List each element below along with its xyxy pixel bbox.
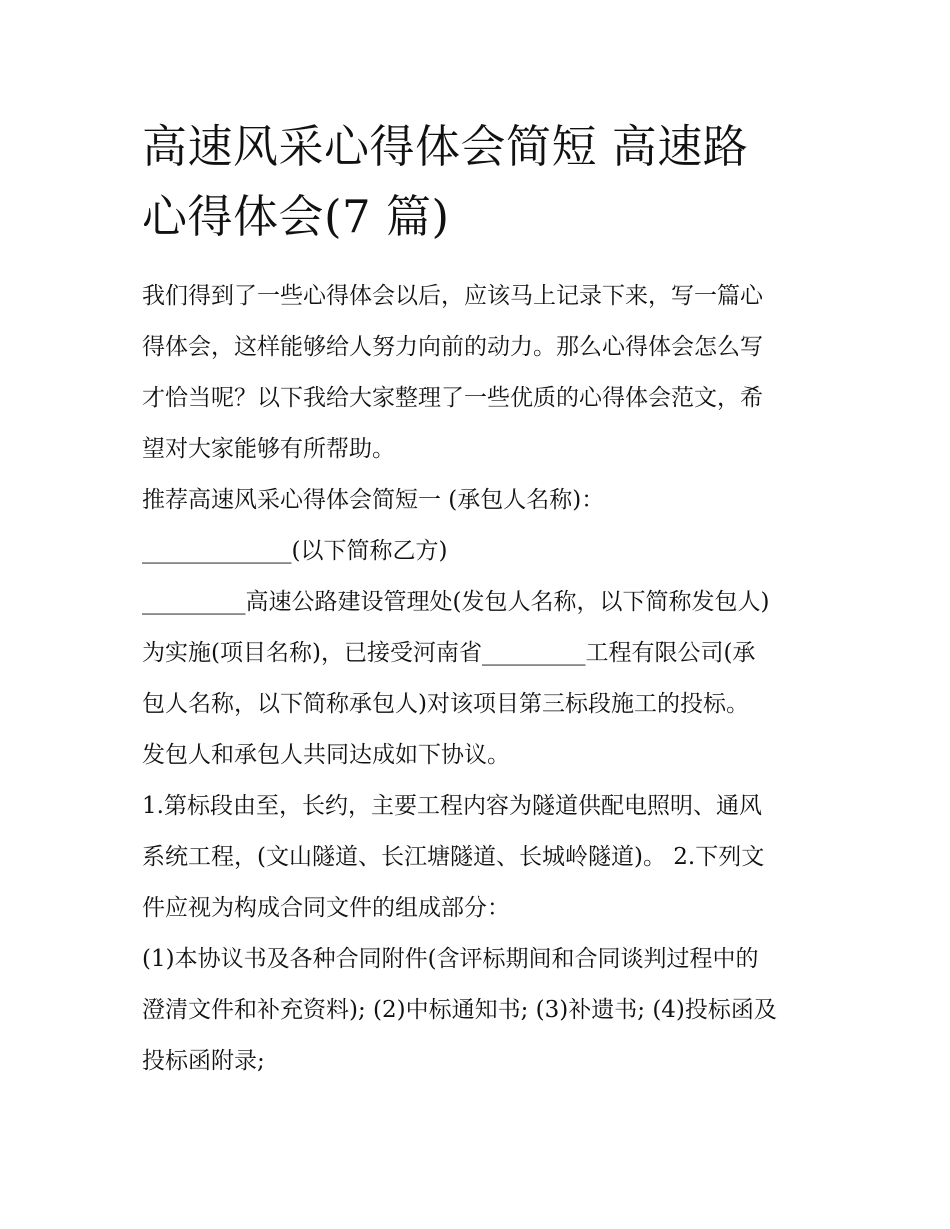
text-line: 系统工程，(文山隧道、长江塘隧道、长城岭隧道)。 2.下列文 [142, 844, 765, 870]
document-body [142, 271, 814, 1087]
document-page [142, 112, 814, 1087]
text-line: 包人名称，以下简称承包人)对该项目第三标段施工的投标。 [142, 691, 749, 717]
text-line: 发包人和承包人共同达成如下协议。 [142, 742, 510, 768]
text-line: 1.第标段由至，长约，主要工程内容为隧道供配电照明、通风 [142, 793, 762, 819]
document-title [142, 112, 814, 252]
text-line: 推荐高速风采心得体会简短一 (承包人名称)： [142, 487, 605, 513]
text-line: 澄清文件和补充资料); (2)中标通知书; (3)补遗书; (4)投标函及 [142, 997, 777, 1023]
agreement-statement [142, 730, 814, 781]
party-b-line [142, 526, 814, 577]
recommend-heading [142, 475, 814, 526]
text-line: 为实施(项目名称)，已接受河南省_________工程有限公司(承 [142, 640, 756, 666]
text-line: 件应视为构成合同文件的组成部分： [142, 895, 510, 921]
intro-paragraph [142, 271, 814, 475]
agreement-paragraph [142, 577, 814, 730]
text-line: 望对大家能够有所帮助。 [142, 436, 395, 462]
text-line: _________高速公路建设管理处(发包人名称，以下简称发包人) [142, 589, 770, 615]
text-line: _____________(以下简称乙方) [142, 538, 448, 564]
title-line-1: 高速风采心得体会简短 高速路 [142, 120, 749, 173]
title-line-2: 心得体会(7 篇) [142, 190, 450, 243]
text-line: 我们得到了一些心得体会以后，应该马上记录下来，写一篇心 [142, 283, 763, 309]
text-line: 投标函附录; [142, 1048, 265, 1074]
text-line: 才恰当呢？以下我给大家整理了一些优质的心得体会范文，希 [142, 385, 763, 411]
text-line: 得体会，这样能够给人努力向前的动力。那么心得体会怎么写 [142, 334, 763, 360]
clause-1-paragraph [142, 781, 814, 934]
documents-list-paragraph [142, 934, 814, 1087]
text-line: (1)本协议书及各种合同附件(含评标期间和合同谈判过程中的 [142, 946, 759, 972]
